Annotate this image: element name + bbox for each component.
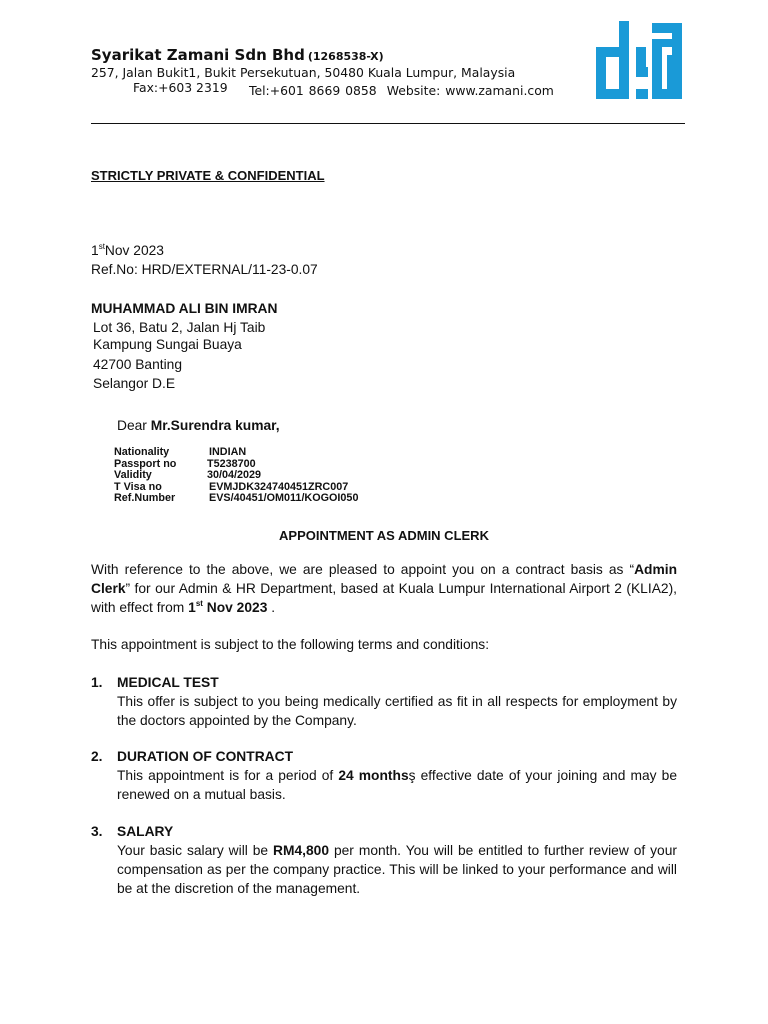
detail-label: Ref.Number [114, 492, 176, 504]
terms-intro: This appointment is subject to the following terms and conditions: [91, 637, 490, 652]
detail-value: EVMJDK324740451ZRC007 [209, 481, 349, 493]
section-text-part: Your basic salary will be [117, 843, 274, 858]
detail-value: INDIAN [209, 446, 247, 458]
recipient-address-line: Kampung Sungai Buaya [93, 337, 242, 352]
start-day: 1 [188, 599, 196, 615]
start-date [188, 600, 267, 615]
salutation-prefix: Dear [117, 418, 147, 433]
section-text [117, 767, 677, 805]
company-contact [249, 83, 554, 98]
section-text-part: This appointment is for a period of [117, 768, 339, 783]
start-rest: Nov 2023 [202, 599, 268, 615]
section-text-part: per month. You will be entitled to further review of your compensation as per the company practice. This will be linked to your performance and will be at the discretion of the management. [117, 843, 677, 896]
detail-label: Passport no [114, 458, 177, 470]
company-reg-number: (1268538-X) [307, 50, 384, 63]
detail-label: Validity [114, 469, 152, 481]
section-title: DURATION OF CONTRACT [117, 749, 294, 764]
section-text [117, 842, 677, 898]
section-number: 3. [91, 824, 103, 839]
recipient-address-line: 42700 Banting [93, 357, 182, 372]
company-tel: Tel:+601 8669 0858 [249, 83, 377, 98]
header-divider [91, 123, 685, 124]
detail-label: Nationality [114, 446, 170, 458]
recipient-address-line: Selangor D.E [93, 376, 176, 391]
intro-text: With reference to the above, we are pleased to appoint you on a contract basis as “ [91, 562, 635, 577]
position-title: Admin Clerk [91, 562, 677, 596]
intro-paragraph [91, 561, 677, 617]
date-suffix: st [98, 242, 105, 251]
recipient-name: MUHAMMAD ALI BIN IMRAN [91, 301, 278, 316]
section-title: SALARY [117, 824, 174, 839]
date-rest: Nov 2023 [104, 243, 164, 258]
section-number: 1. [91, 675, 103, 690]
section-title: MEDICAL TEST [117, 675, 219, 690]
salutation-name: Mr.Surendra kumar, [150, 418, 280, 433]
company-website: Website: www.zamani.com [386, 83, 554, 98]
letter-date [91, 242, 164, 258]
detail-value: 30/04/2029 [207, 469, 262, 481]
company-address: 257, Jalan Bukit1, Bukit Persekutuan, 50480 Kuala Lumpur, Malaysia [91, 65, 516, 80]
company-fax: Fax:+603 2319 [133, 80, 228, 95]
detail-value: EVS/40451/OM011/KOGOI050 [209, 492, 359, 504]
confidential-heading: STRICTLY PRIVATE & CONFIDENTIAL [91, 168, 325, 183]
start-suffix: st [195, 598, 203, 608]
section-number: 2. [91, 749, 103, 764]
section-text: This offer is subject to you being medically certified as fit in all respects for employment by the doctors appointed by the Company. [117, 694, 677, 728]
section-text-part: ş effective date of your joining and may be renewed on a mutual basis. [117, 768, 678, 802]
detail-value: T5238700 [207, 458, 256, 470]
intro-text: . [267, 599, 276, 615]
company-logo-icon [595, 21, 683, 99]
company-name-text: Syarikat Zamani Sdn Bhd [91, 46, 305, 64]
company-name [91, 46, 384, 64]
intro-text: ” for our Admin & HR Department, based at Kuala Lumpur International Airport 2 (KLIA2), with effect from [91, 580, 677, 615]
appointment-title: APPOINTMENT AS ADMIN CLERK [279, 528, 489, 543]
date-day: 1 [91, 243, 99, 258]
salary-amount: RM4,800 [273, 843, 330, 858]
reference-number: Ref.No: HRD/EXTERNAL/11-23-0.07 [91, 262, 318, 277]
salutation [117, 418, 280, 433]
recipient-address-line: Lot 36, Batu 2, Jalan Hj Taib [93, 320, 266, 335]
contract-period: 24 months [338, 768, 409, 783]
detail-label: T Visa no [114, 481, 162, 493]
